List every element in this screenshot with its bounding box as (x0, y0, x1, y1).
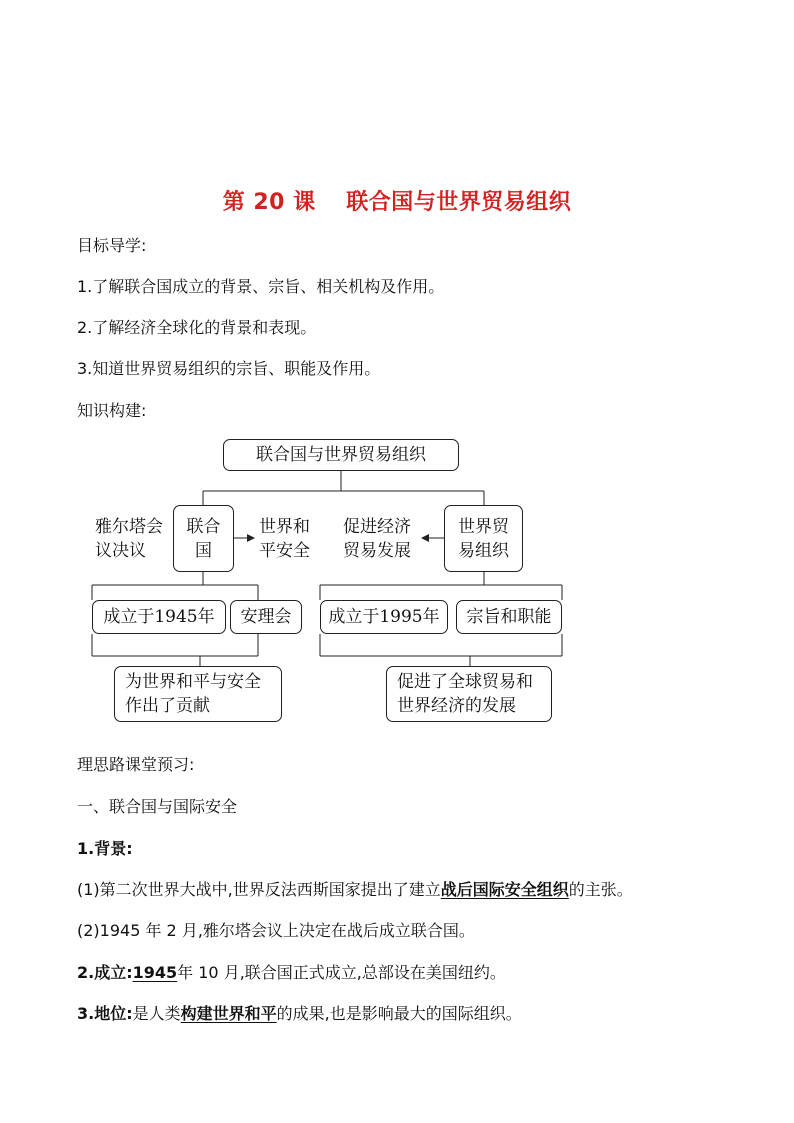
founding-line: 2.成立:1945年 10 月,联合国正式成立,总部设在美国纽约。 (77, 963, 506, 982)
page-title: 第 20 课 联合国与世界贸易组织 (222, 190, 572, 215)
un-founded-node: 成立于1945年 (92, 600, 226, 634)
background-point-2: (2)1945 年 2 月,雅尔塔会议上决定在战后成立联合国。 (77, 921, 475, 940)
un-origin-text: 雅尔塔会 议决议 (95, 517, 163, 561)
section-heading-1: 一、联合国与国际安全 (77, 797, 238, 816)
goal-item-1: 1.了解联合国成立的背景、宗旨、相关机构及作用。 (77, 277, 445, 296)
goal-item-2: 2.了解经济全球化的背景和表现。 (77, 318, 317, 337)
status-line: 3.地位:是人类构建世界和平的成果,也是影响最大的国际组织。 (77, 1004, 522, 1023)
background-label: 1.背景: (77, 839, 133, 858)
wto-node: 世界贸 易组织 (444, 505, 523, 572)
goal-item-3: 3.知道世界贸易组织的宗旨、职能及作用。 (77, 359, 381, 378)
un-goal-text: 世界和 平安全 (259, 517, 310, 561)
diagram-heading: 知识构建: (77, 401, 147, 420)
keyword-postwar-security-org: 战后国际安全组织 (440, 880, 569, 899)
keyword-1945: 1945 (132, 963, 178, 982)
wto-goal-text: 促进经济 贸易发展 (343, 517, 411, 561)
preview-heading: 理思路课堂预习: (77, 755, 195, 774)
un-security-council-node: 安理会 (230, 600, 302, 634)
background-point-1: (1)第二次世界大战中,世界反法西斯国家提出了建立战后国际安全组织的主张。 (77, 880, 633, 899)
goals-heading: 目标导学: (77, 236, 147, 255)
wto-founded-node: 成立于1995年 (320, 600, 448, 634)
diagram-root-node: 联合国与世界贸易组织 (223, 439, 459, 471)
wto-purpose-node: 宗旨和职能 (456, 600, 562, 634)
wto-role-node: 促进了全球贸易和 世界经济的发展 (386, 666, 552, 722)
un-role-node: 为世界和平与安全 作出了贡献 (114, 666, 282, 722)
keyword-world-peace: 构建世界和平 (180, 1004, 277, 1023)
un-node: 联合国 (173, 505, 234, 572)
